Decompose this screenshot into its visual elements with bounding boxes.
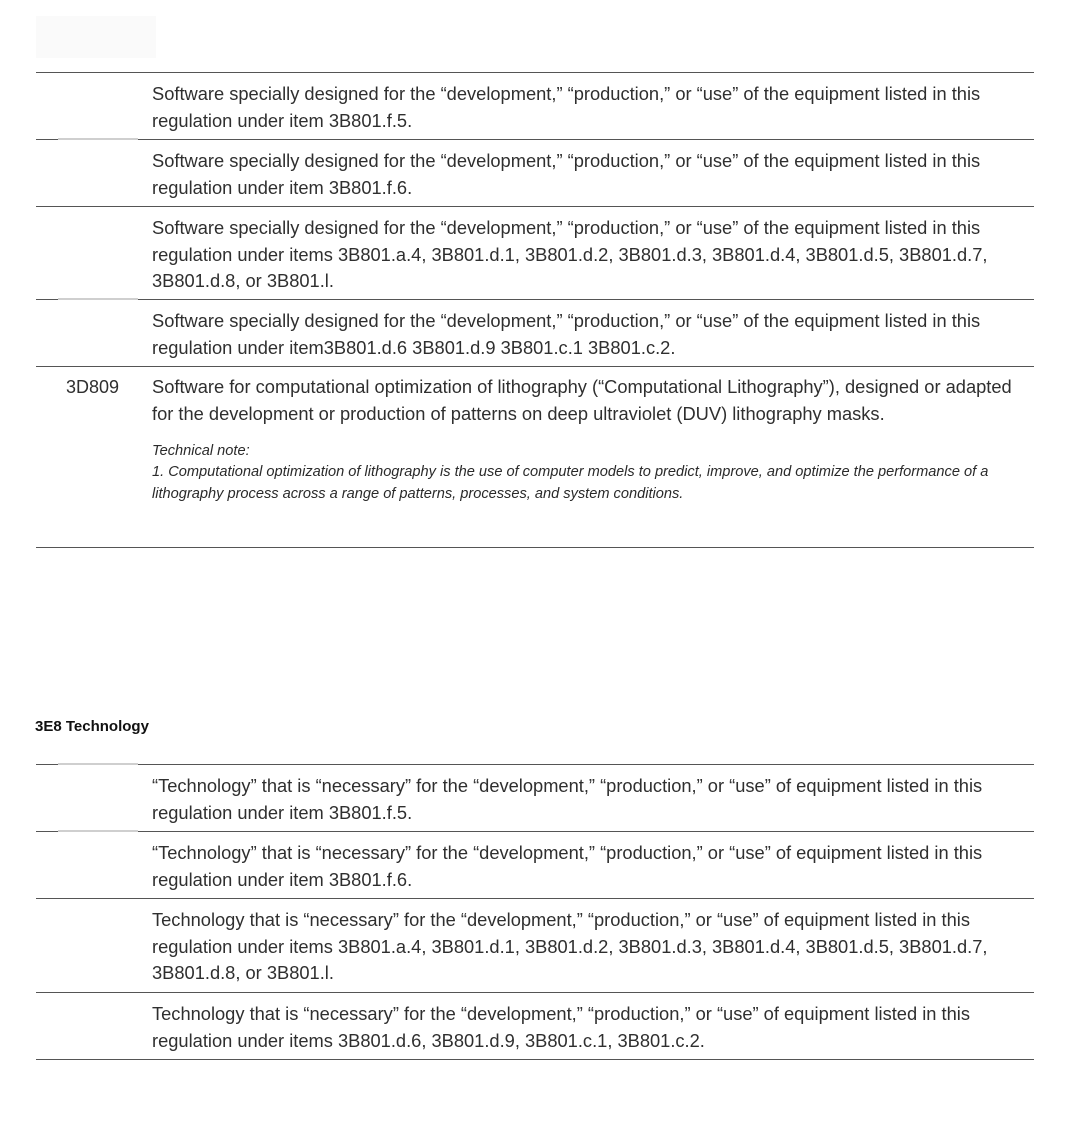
technology-table bbox=[36, 764, 1034, 1060]
row-description: “Technology” that is “necessary” for the “development,” “production,” or “use” of equipment listed in this regulation under item 3B801.f.6. bbox=[152, 842, 983, 890]
faint-rule bbox=[58, 830, 138, 832]
faint-rule bbox=[58, 763, 138, 765]
row-code bbox=[36, 993, 152, 1059]
page-header-mark bbox=[36, 16, 156, 58]
table-row bbox=[36, 993, 1034, 1060]
row-description: “Technology” that is “necessary” for the “development,” “production,” or “use” of equipment listed in this regulation under item 3B801.f.5. bbox=[152, 775, 983, 823]
table-row bbox=[36, 899, 1034, 993]
row-code bbox=[36, 765, 152, 831]
technical-note bbox=[152, 441, 1034, 505]
row-description: Technology that is “necessary” for the “development,” “production,” or “use” of equipment listed in this regulation under items 3B801.d.6, 3B801.d.9, 3B801.c.1, 3B801.c.2. bbox=[152, 1003, 970, 1051]
row-code bbox=[36, 73, 152, 139]
table-row bbox=[36, 140, 1034, 207]
row-description: Software specially designed for the “development,” “production,” or “use” of the equipment listed in this regulation under item 3B801.f.6. bbox=[152, 150, 981, 198]
row-description: Software specially designed for the “development,” “production,” or “use” of the equipment listed in this regulation under item3B801.d.6 3B801.d.9 3B801.c.1 3B801.c.2. bbox=[152, 310, 981, 358]
table-row-3d809 bbox=[36, 367, 1034, 548]
row-code bbox=[36, 300, 152, 366]
faint-rule bbox=[58, 138, 138, 140]
faint-rule bbox=[58, 298, 138, 300]
table-row bbox=[36, 765, 1034, 832]
technical-note-text: 1. Computational optimization of lithography is the use of computer models to predict, improve, and optimize the performance of a lithography process across a range of patterns, processes, and system conditions. bbox=[152, 464, 989, 502]
row-code: 3D809 bbox=[66, 377, 120, 397]
row-description: Technology that is “necessary” for the “development,” “production,” or “use” of equipment listed in this regulation under items 3B801.a.4, 3B801.d.1, 3B801.d.2, 3B801.d.3, 3B801.d.4, 3B801.d.5, 3B801.d.7, 3B801.d.8, or 3B801.l. bbox=[152, 909, 988, 984]
table-row bbox=[36, 207, 1034, 300]
row-description: Software specially designed for the “development,” “production,” or “use” of the equipment listed in this regulation under item 3B801.f.5. bbox=[152, 83, 981, 131]
section-heading: 3E8 Technology bbox=[35, 718, 149, 735]
table-row bbox=[36, 73, 1034, 140]
row-code bbox=[36, 899, 152, 992]
row-description: Software for computational optimization of lithography (“Computational Lithography”), designed or adapted for the development or production of patterns on deep ultraviolet (DUV) lithography masks. bbox=[152, 376, 1012, 424]
table-row bbox=[36, 300, 1034, 367]
row-code bbox=[36, 832, 152, 898]
table-row bbox=[36, 832, 1034, 899]
row-code bbox=[36, 140, 152, 206]
row-description: Software specially designed for the “development,” “production,” or “use” of the equipment listed in this regulation under items 3B801.a.4, 3B801.d.1, 3B801.d.2, 3B801.d.3, 3B801.d.4, 3B801.d.5, 3B801.d.7, 3B801.d.8, or 3B801.l. bbox=[152, 217, 988, 292]
row-description-block bbox=[152, 367, 1034, 547]
technical-note-title: Technical note: bbox=[152, 443, 250, 460]
row-code bbox=[36, 207, 152, 299]
software-table bbox=[36, 72, 1034, 548]
